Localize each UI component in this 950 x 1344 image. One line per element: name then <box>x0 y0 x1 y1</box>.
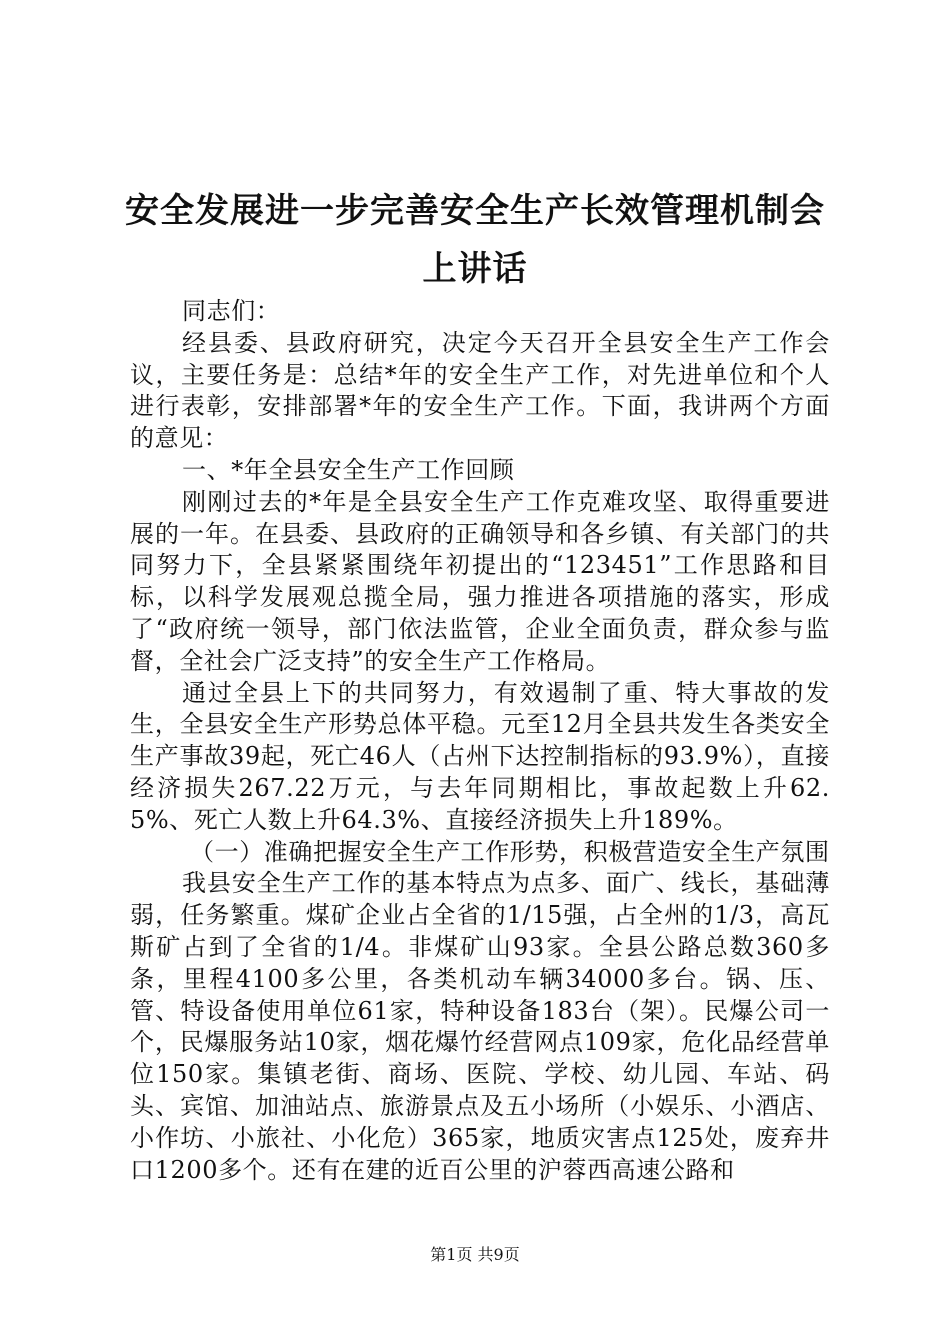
document-title-line-1: 安全发展进一步完善安全生产长效管理机制会 <box>125 191 825 231</box>
body-paragraph: 刚刚过去的*年是全县安全生产工作克难攻坚、取得重要进展的一年。在县委、县政府的正确领导和各乡镇、有关部门的共同努力下，全县紧紧围绕年初提出的“123451”工作思路和目标，以科学发展观总揽全局，强力推进各项措施的落实，形成了“政府统一领导，部门依法监管，企业全面负责，群众参与监督，全社会广泛支持”的安全生产工作格局。 <box>130 487 830 675</box>
document-body <box>130 296 830 1186</box>
subsection-heading: （一）准确把握安全生产工作形势，积极营造安全生产氛围 <box>190 837 830 866</box>
body-paragraph: 通过全县上下的共同努力，有效遏制了重、特大事故的发生，全县安全生产形势总体平稳。元至12月全县共发生各类安全生产事故39起，死亡46人（占州下达控制指标的93.9%），直接经济损失267.22万元，与去年同期相比，事故起数上升62.5%、死亡人数上升64.3%、直接经济损失上升189%。 <box>130 678 830 834</box>
body-paragraph: 经县委、县政府研究，决定今天召开全县安全生产工作会议，主要任务是：总结*年的安全生产工作，对先进单位和个人进行表彰，安排部署*年的安全生产工作。下面，我讲两个方面的意见： <box>130 328 830 453</box>
section-heading: 一、*年全县安全生产工作回顾 <box>182 455 515 484</box>
page-number-footer: 第1页 共9页 <box>430 1245 520 1264</box>
body-paragraph: 我县安全生产工作的基本特点为点多、面广、线长，基础薄弱，任务繁重。煤矿企业占全省的1/15强，占全州的1/3，高瓦斯矿占到了全省的1/4。非煤矿山93家。全县公路总数360多条，里程4100多公里，各类机动车辆34000多台。锅、压、管、特设备使用单位61家，特种设备183台（架）。民爆公司一个，民爆服务站10家，烟花爆竹经营网点109家，危化品经营单位150家。集镇老街、商场、医院、学校、幼儿园、车站、码头、宾馆、加油站点、旅游景点及五小场所（小娱乐、小酒店、小作坊、小旅社、小化危）365家，地质灾害点125处，废弃井口1200多个。还有在建的近百公里的沪蓉西高速公路和 <box>130 869 830 1184</box>
document-title-line-2: 上讲话 <box>422 249 528 289</box>
salutation: 同志们： <box>182 297 281 325</box>
